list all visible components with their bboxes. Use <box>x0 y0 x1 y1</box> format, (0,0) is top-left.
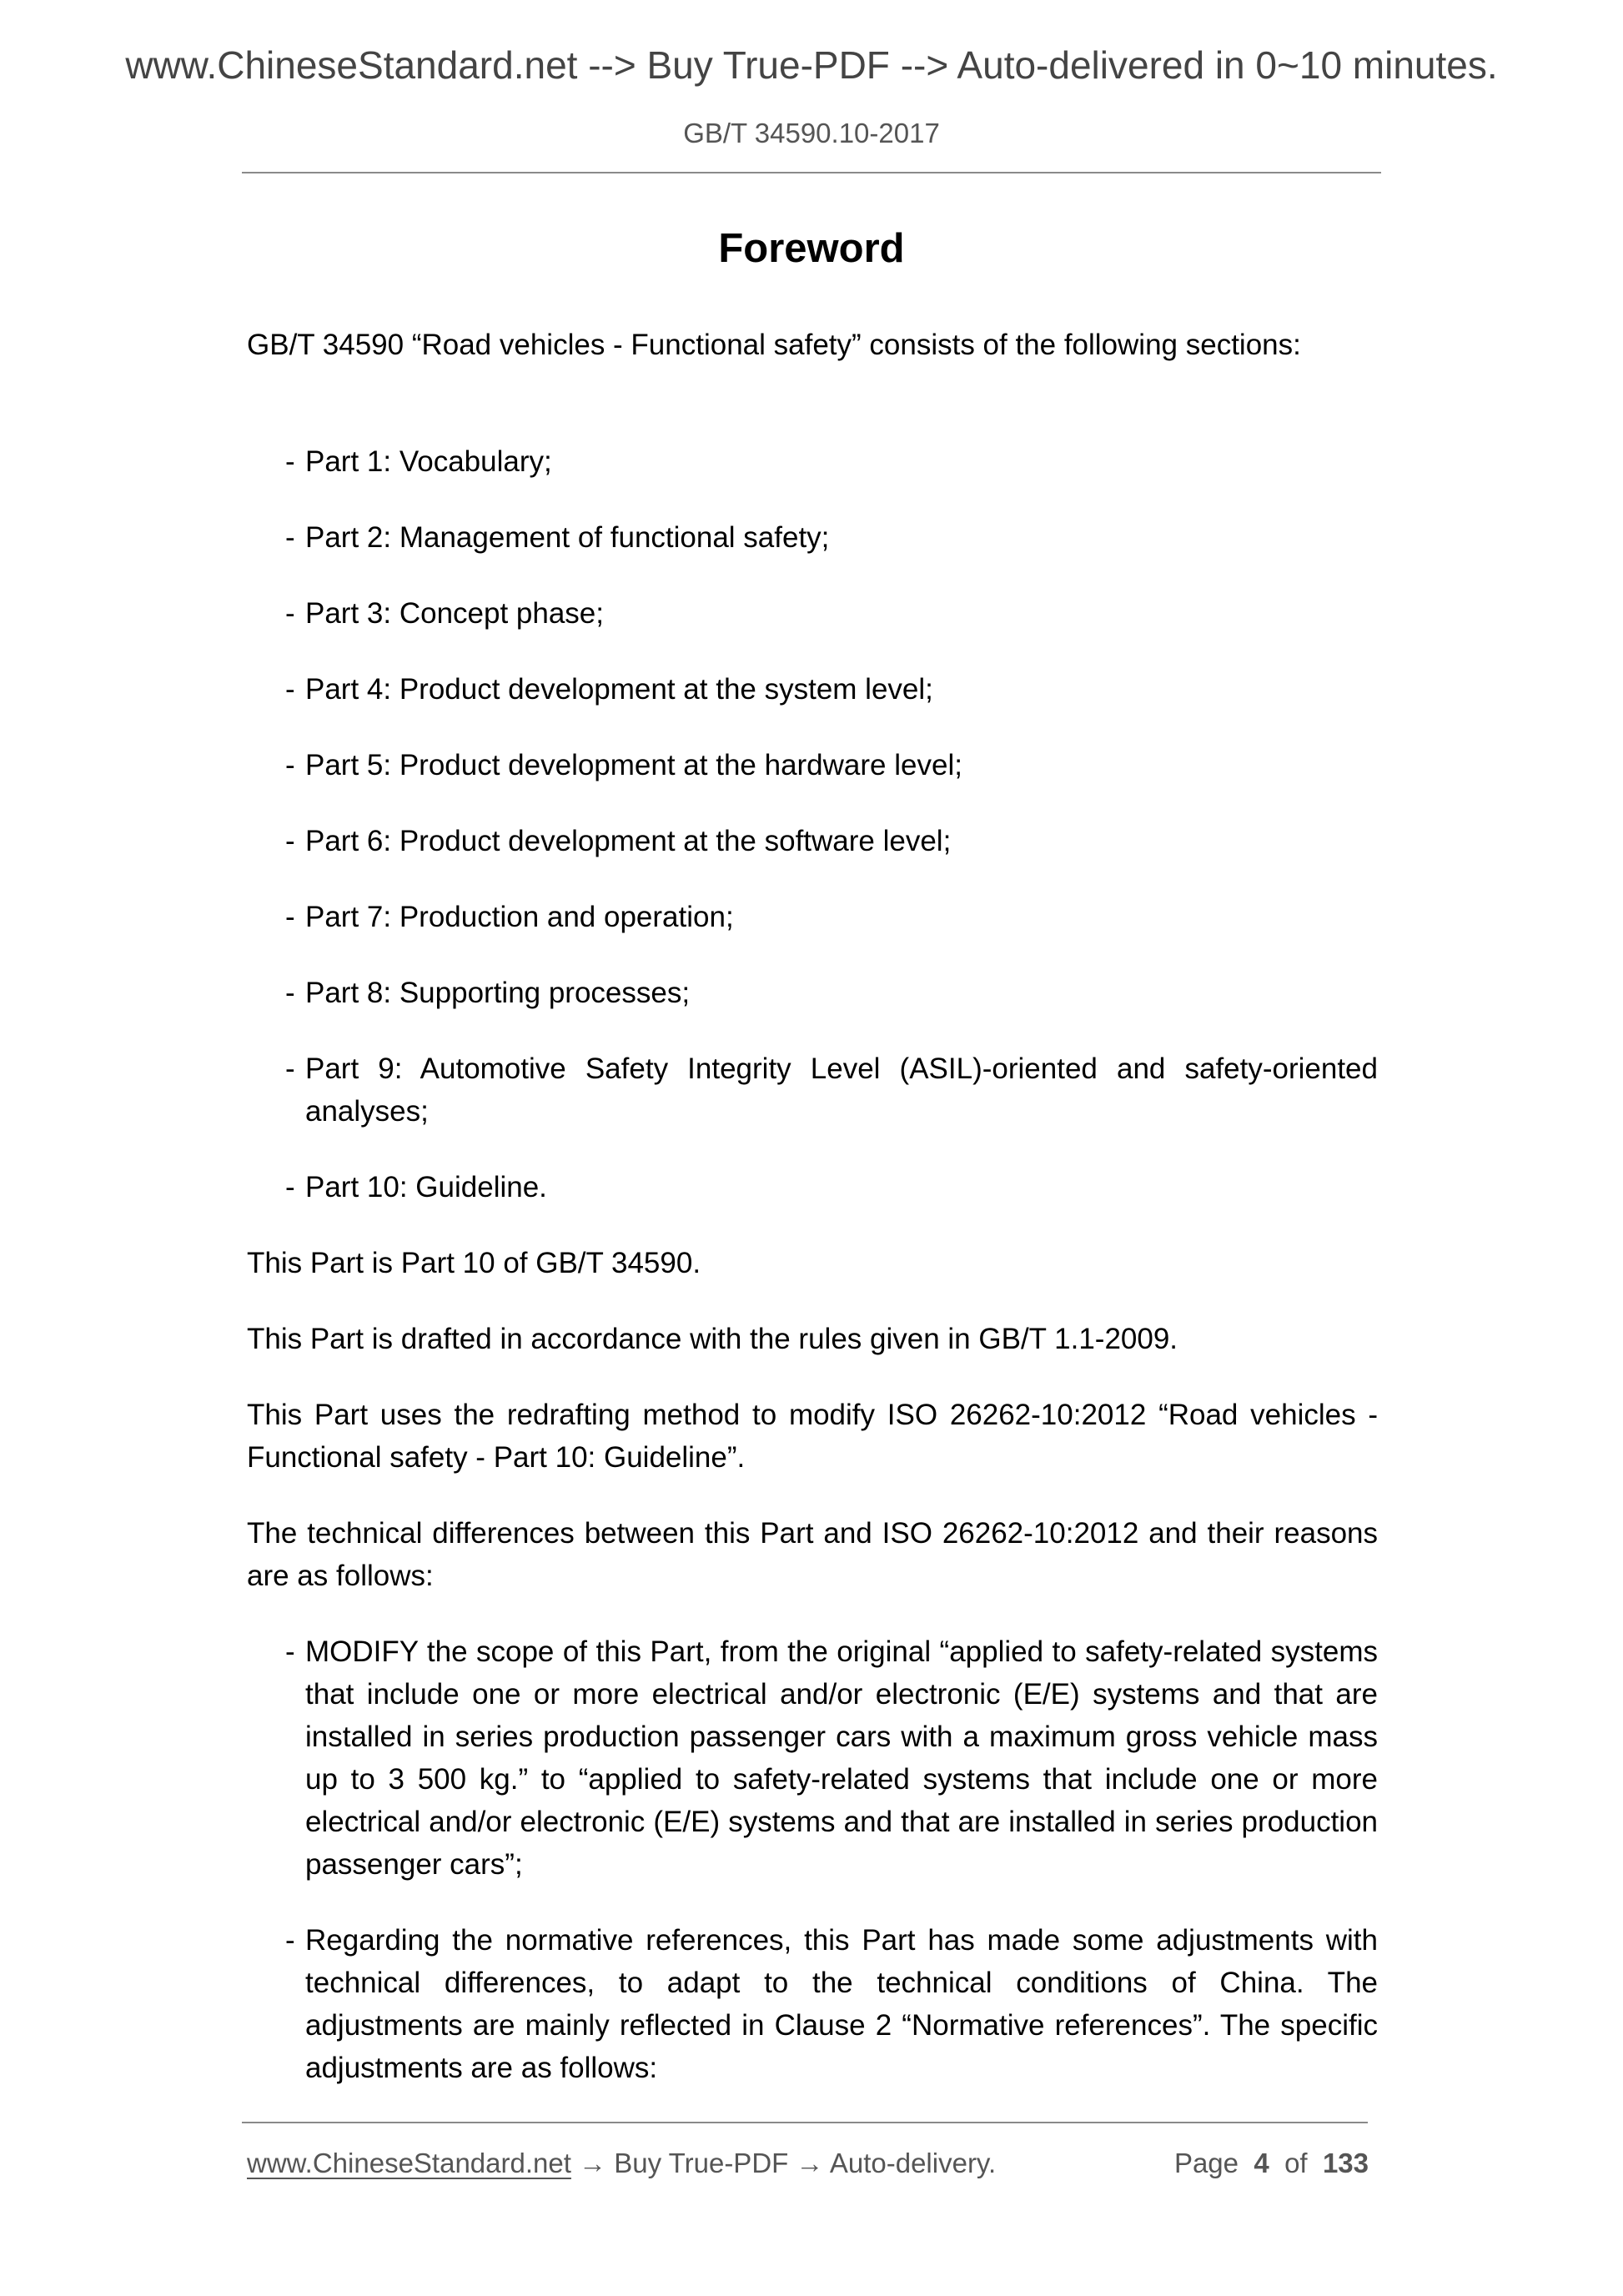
list-dash: - <box>285 1053 295 1085</box>
list-dash: - <box>285 1635 295 1668</box>
list-dash: - <box>285 977 295 1009</box>
page-label: Page <box>1173 2148 1239 2178</box>
list-item-text: Part 4: Product development at the system level; <box>305 673 933 706</box>
list-item-text: Part 8: Supporting processes; <box>305 977 691 1009</box>
list-dash: - <box>285 825 295 857</box>
page-total: 133 <box>1322 2148 1369 2178</box>
list-item-modify-scope <box>285 1630 1378 1886</box>
page-title: Foreword <box>718 226 905 271</box>
list-item-text: Part 10: Guideline. <box>305 1171 547 1203</box>
page-current: 4 <box>1254 2148 1269 2178</box>
arrow-right-icon: → <box>579 2148 607 2178</box>
footer-divider <box>242 2122 1368 2123</box>
list-item-text: Part 5: Product development at the hardware level; <box>305 749 962 781</box>
list-dash: - <box>285 521 295 554</box>
list-item-text: MODIFY the scope of this Part, from the original “applied to safety-related systems that include one or more electrical and/or electronic (E/E) systems and that are installed in series production passenger cars with a maximum gross vehicle mass up to 3 500 kg.” to “applied to safety-related systems that include one or more electrical and/or electronic (E/E) systems and that are installed in series production passenger cars”; <box>305 1635 1378 1881</box>
list-item-part-3 <box>285 592 1378 635</box>
list-item-text: Part 1: Vocabulary; <box>305 445 552 478</box>
buy-text: Buy True-PDF <box>614 2148 789 2178</box>
list-item-part-6 <box>285 820 1378 862</box>
list-dash: - <box>285 673 295 706</box>
list-dash: - <box>285 445 295 478</box>
list-dash: - <box>285 597 295 630</box>
standard-id: GB/T 34590.10-2017 <box>683 118 940 148</box>
list-item-part-5 <box>285 744 1378 786</box>
paragraph-redrafting-method: This Part uses the redrafting method to modify ISO 26262-10:2012 “Road vehicles - Functional safety - Part 10: Guideline”. <box>247 1399 1378 1474</box>
list-item-part-7 <box>285 896 1378 938</box>
intro-paragraph: GB/T 34590 “Road vehicles - Functional safety” consists of the following sections: <box>247 329 1301 361</box>
list-dash: - <box>285 901 295 933</box>
paragraph-drafting-rules: This Part is drafted in accordance with the rules given in GB/T 1.1-2009. <box>247 1323 1178 1355</box>
list-item-part-1 <box>285 440 1378 483</box>
arrow-right-icon: → <box>796 2148 824 2178</box>
list-item-normative-references <box>285 1919 1378 2089</box>
list-item-text: Part 2: Management of functional safety; <box>305 521 830 554</box>
list-dash: - <box>285 1171 295 1203</box>
delivery-text: Auto-delivery. <box>829 2148 997 2178</box>
paragraph-technical-differences: The technical differences between this Part and ISO 26262-10:2012 and their reasons are as follows: <box>247 1517 1378 1592</box>
list-item-text: Regarding the normative references, this Part has made some adjustments with technical differences, to adapt to the technical conditions of China. The adjustments are mainly reflected in Clause 2 “Normative references”. The specific adjustments are as follows: <box>305 1924 1378 2084</box>
list-dash: - <box>285 749 295 781</box>
website-link[interactable]: www.ChineseStandard.net <box>247 2148 571 2178</box>
paragraph-part-number: This Part is Part 10 of GB/T 34590. <box>247 1247 701 1279</box>
page-indicator <box>1174 2147 1369 2180</box>
list-item-text: Part 6: Product development at the software level; <box>305 825 952 857</box>
list-dash: - <box>285 1924 295 1957</box>
page-footer <box>247 2147 1369 2180</box>
list-item-text: Part 3: Concept phase; <box>305 597 604 630</box>
list-item-part-8 <box>285 972 1378 1014</box>
list-item-text: Part 9: Automotive Safety Integrity Level (ASIL)-oriented and safety-oriented analyses; <box>305 1053 1378 1128</box>
top-banner: www.ChineseStandard.net --> Buy True-PDF --> Auto-delivered in 0~10 minutes. <box>125 43 1498 87</box>
list-item-part-2 <box>285 516 1378 559</box>
list-item-part-10 <box>285 1166 1378 1208</box>
list-item-text: Part 7: Production and operation; <box>305 901 734 933</box>
page-of-label: of <box>1284 2148 1308 2178</box>
list-item-part-9 <box>285 1048 1378 1133</box>
header-divider <box>242 172 1381 173</box>
list-item-part-4 <box>285 668 1378 711</box>
